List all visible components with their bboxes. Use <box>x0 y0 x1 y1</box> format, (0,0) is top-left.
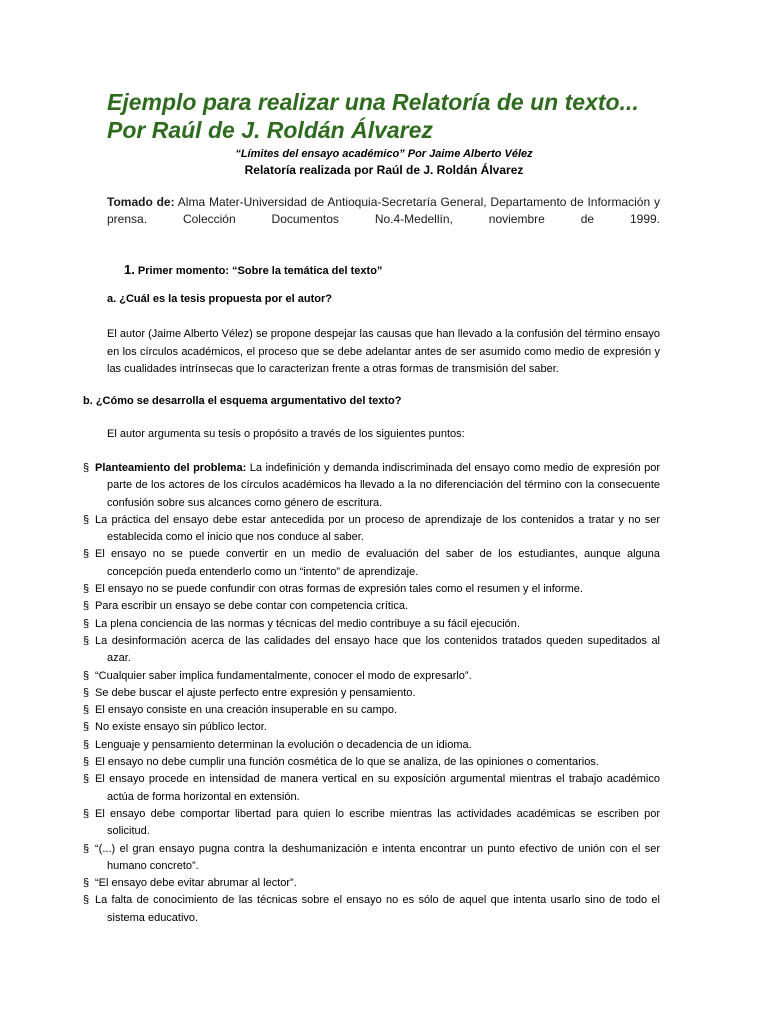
list-item-content <box>95 600 408 612</box>
section-mark-icon: § <box>83 721 90 734</box>
section-mark-icon: § <box>83 894 90 907</box>
section-mark-icon: § <box>83 704 90 717</box>
list-item <box>83 841 660 876</box>
author-line: Relatoría realizada por Raúl de J. Roldán Álvarez <box>244 163 524 177</box>
document-title <box>107 88 727 144</box>
list-item-content <box>95 583 583 595</box>
list-item-text: El ensayo consiste en una creación insuperable en su campo. <box>95 704 398 717</box>
list-item <box>83 737 660 754</box>
list-item <box>83 581 660 598</box>
section-mark-icon: § <box>83 738 90 751</box>
source-citation <box>107 194 660 228</box>
list-item-text: La falta de conocimiento de las técnicas sobre el ensayo no es sólo de aquel que intenta usarlo sino de todo el sistema educativo. <box>95 894 660 924</box>
question-b: b. ¿Cómo se desarrolla el esquema argumentativo del texto? <box>83 395 402 407</box>
list-item-content <box>95 773 660 802</box>
list-item-text: El ensayo no se puede convertir en un medio de evaluación del saber de los estudiantes, aunque alguna concepción pueda entenderlo como un “intento” de aprendizaje. <box>95 548 660 578</box>
answer-a: El autor (Jaime Alberto Vélez) se propone despejar las causas que han llevado a la confusión del término ensayo en los círculos académicos, el proceso que se debe adelantar antes de ser asumido como medio de expresión y las cualidades intrínsecas que lo caracterizan frente a otras formas de transmisión del saber. <box>107 328 660 375</box>
question-a: a. ¿Cuál es la tesis propuesta por el autor? <box>107 293 332 305</box>
list-item-text: El ensayo no debe cumplir una función cosmética de lo que se analiza, de las opiniones o comentarios. <box>95 756 599 769</box>
list-item-content <box>95 756 599 768</box>
section-mark-icon: § <box>83 583 90 596</box>
source-label: Tomado de: <box>107 195 175 209</box>
title-line-1: Ejemplo para realizar una Relatoría de un texto... <box>107 89 639 115</box>
list-item-text: No existe ensayo sin público lector. <box>95 721 267 734</box>
argument-points-list <box>83 460 660 927</box>
list-item <box>83 702 660 719</box>
section-mark-icon: § <box>83 669 90 682</box>
title-line-2: Por Raúl de J. Roldán Álvarez <box>107 117 433 143</box>
section-mark-icon: § <box>83 600 90 613</box>
list-item-content <box>95 462 660 509</box>
list-item-text: La plena conciencia de las normas y técnicas del medio contribuye a su fácil ejecución. <box>95 617 520 630</box>
list-item-text: El ensayo debe comportar libertad para quien lo escribe mientras las actividades académicas se escriben por solicitud. <box>95 807 660 838</box>
list-item <box>83 668 660 685</box>
list-item-label: Planteamiento del problema: <box>95 462 247 474</box>
section-mark-icon: § <box>83 686 90 699</box>
list-item <box>83 806 660 841</box>
list-item <box>83 892 660 927</box>
list-item <box>83 546 660 581</box>
section-mark-icon: § <box>83 807 90 820</box>
list-item <box>83 754 660 771</box>
list-item-text: La indefinición y demanda indiscriminada del ensayo como medio de expresión por parte de los actores de los círculos académicos ha llevado a la no diferenciación del término con la consecuente confusión sobre sus alcances como género de escritura. <box>107 462 660 509</box>
intro-b: El autor argumenta su tesis o propósito a través de los siguientes puntos: <box>107 428 465 440</box>
list-item-content <box>95 894 660 923</box>
list-item-content <box>95 670 472 682</box>
list-item <box>83 460 660 512</box>
list-item-text: La desinformación acerca de las calidades del ensayo hace que los contenidos tratados queden supeditados al azar. <box>95 634 660 665</box>
list-item-text: El ensayo procede en intensidad de manera vertical en su exposición argumental mientras el trabajo académico actúa de forma horizontal en extensión. <box>95 773 660 803</box>
list-item-content <box>95 687 415 699</box>
section-heading <box>124 262 382 277</box>
list-item-text: Para escribir un ensayo se debe contar con competencia crítica. <box>95 600 409 613</box>
section-mark-icon: § <box>83 773 90 786</box>
essay-reference: “Límites del ensayo académico” Por Jaime Alberto Vélez <box>235 148 533 160</box>
section-mark-icon: § <box>83 462 90 474</box>
list-item <box>83 512 660 547</box>
list-item-content <box>95 635 660 664</box>
list-item-text: “(...) el gran ensayo pugna contra la deshumanización e intenta encontrar un punto efectivo de unión con el ser humano concreto”. <box>95 842 660 872</box>
list-item-text: El ensayo no se puede confundir con otras formas de expresión tales como el resumen y el informe. <box>95 583 583 596</box>
list-item-text: “El ensayo debe evitar abrumar al lector”. <box>95 877 297 890</box>
section-number: 1. <box>124 262 135 277</box>
list-item-content <box>95 739 472 751</box>
list-item <box>83 685 660 702</box>
section-title: Primer momento: “Sobre la temática del texto” <box>137 265 383 277</box>
list-item <box>83 719 660 736</box>
source-text: Alma Mater-Universidad de Antioquia-Secretaría General, Departamento de Información y prensa. Colección Documentos No.4-Medellín, noviembre de 1999. <box>107 195 660 226</box>
list-item-content <box>95 808 660 837</box>
section-mark-icon: § <box>83 842 90 855</box>
section-mark-icon: § <box>83 756 90 769</box>
list-item-text: Lenguaje y pensamiento determinan la evolución o decadencia de un idioma. <box>95 738 472 751</box>
list-item <box>83 875 660 892</box>
list-item-content <box>95 843 660 872</box>
section-mark-icon: § <box>83 513 90 526</box>
list-item-text: Se debe buscar el ajuste perfecto entre expresión y pensamiento. <box>95 686 416 699</box>
list-item-text: La práctica del ensayo debe estar antecedida por un proceso de aprendizaje de los contenidos a tratar y no ser establecida como el inicio que nos conduce al saber. <box>95 513 660 544</box>
section-mark-icon: § <box>83 548 90 561</box>
section-mark-icon: § <box>83 634 90 647</box>
section-mark-icon: § <box>83 617 90 630</box>
list-item-content <box>95 704 397 716</box>
list-item-content <box>95 721 267 733</box>
list-item <box>83 771 660 806</box>
list-item-text: “Cualquier saber implica fundamentalmente, conocer el modo de expresarlo”. <box>95 669 472 682</box>
list-item <box>83 598 660 615</box>
list-item-content <box>95 877 297 889</box>
list-item-content <box>95 514 660 543</box>
list-item <box>83 616 660 633</box>
list-item-content <box>95 548 660 577</box>
list-item <box>83 633 660 668</box>
section-mark-icon: § <box>83 877 90 890</box>
list-item-content <box>95 618 520 630</box>
